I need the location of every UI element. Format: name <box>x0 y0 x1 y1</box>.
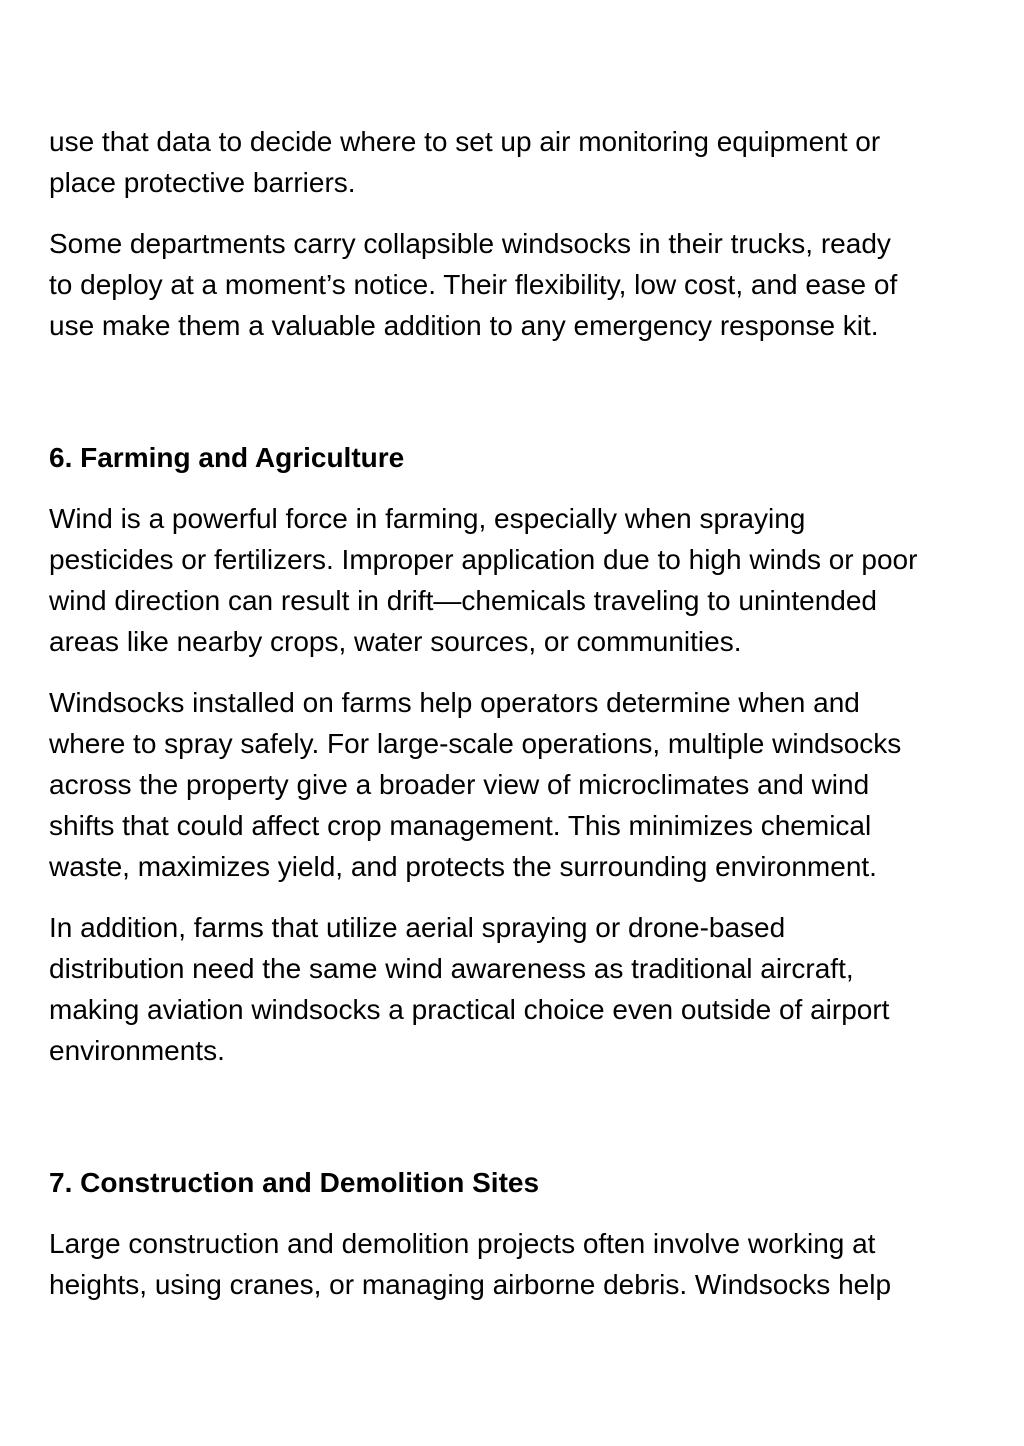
paragraph-collapsible-windsocks <box>49 223 1014 346</box>
text-line: use that data to decide where to set up air monitoring equipment or <box>49 126 881 157</box>
text-line: In addition, farms that utilize aerial spraying or drone-based <box>49 912 786 943</box>
text-line: wind direction can result in drift—chemicals traveling to unintended <box>49 585 877 616</box>
paragraph-wind-farming <box>49 498 1014 662</box>
text-line: areas like nearby crops, water sources, or communities. <box>49 626 742 657</box>
section-heading-farming: 6. Farming and Agriculture <box>49 442 405 473</box>
text-line: use make them a valuable addition to any emergency response kit. <box>49 310 879 341</box>
paragraph-windsocks-farms <box>49 682 1014 887</box>
text-line: heights, using cranes, or managing airborne debris. Windsocks help <box>49 1269 892 1300</box>
text-line: Windsocks installed on farms help operators determine when and <box>49 687 860 718</box>
text-line: Wind is a powerful force in farming, especially when spraying <box>49 503 806 534</box>
text-line: environments. <box>49 1035 225 1066</box>
paragraph-aerial-spraying <box>49 907 1014 1071</box>
text-line: pesticides or fertilizers. Improper application due to high winds or poor <box>49 544 918 575</box>
text-line: shifts that could affect crop management. This minimizes chemical <box>49 810 872 841</box>
text-line: distribution need the same wind awareness as traditional aircraft, <box>49 953 854 984</box>
section-heading-construction: 7. Construction and Demolition Sites <box>49 1167 540 1198</box>
text-line: where to spray safely. For large-scale operations, multiple windsocks <box>49 728 902 759</box>
paragraph-construction-sites <box>49 1223 1014 1305</box>
text-line: to deploy at a moment’s notice. Their flexibility, low cost, and ease of <box>49 269 898 300</box>
text-line: making aviation windsocks a practical choice even outside of airport <box>49 994 890 1025</box>
document-page <box>49 121 1014 1325</box>
text-line: Large construction and demolition projects often involve working at <box>49 1228 876 1259</box>
text-line: waste, maximizes yield, and protects the surrounding environment. <box>49 851 877 882</box>
section-spacer <box>49 366 1014 437</box>
section-spacer <box>49 1091 1014 1162</box>
text-line: place protective barriers. <box>49 167 356 198</box>
paragraph-air-monitoring <box>49 121 1014 203</box>
text-line: Some departments carry collapsible windsocks in their trucks, ready <box>49 228 891 259</box>
text-line: across the property give a broader view of microclimates and wind <box>49 769 870 800</box>
